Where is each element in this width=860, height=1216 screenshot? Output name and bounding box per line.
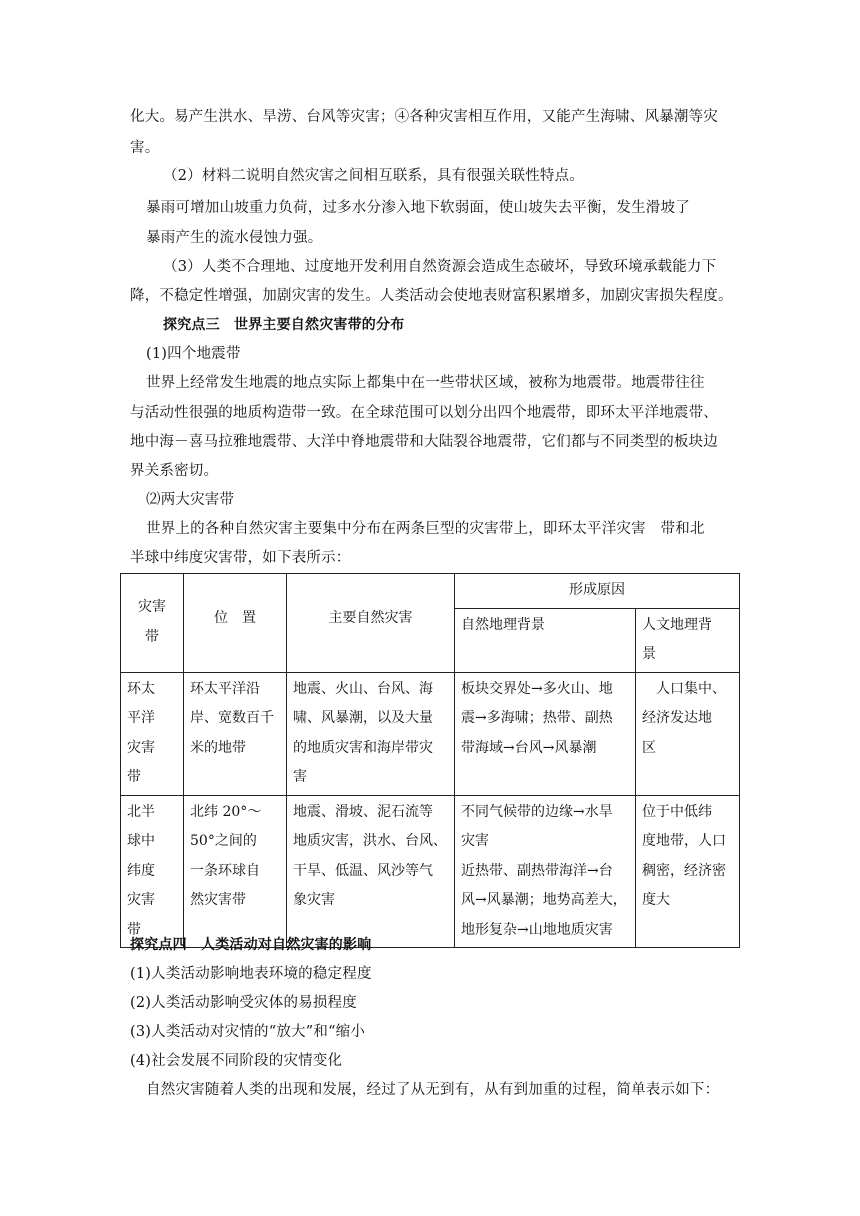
sub-heading: (1)四个地震带 [146, 346, 241, 362]
paragraph-line: （3）人类不合理地、过度地开发利用自然资源会造成生态破坏，导致环境承载能力下 [163, 259, 717, 275]
paragraph-line: 暴雨可增加山坡重力负荷，过多水分渗入地下软弱面，使山坡失去平衡，发生滑坡了 [146, 200, 690, 216]
cell-natural: 不同气候带的边缘→水旱 灾害 近热带、副热带海洋→台 风→风暴潮；地势高差大， 地形复杂→山地地质灾害 [455, 795, 636, 948]
paragraph-line: 自然灾害随着人类的出现和发展，经过了从无到有，从有到加重的过程，简单表示如下： [146, 1082, 720, 1098]
disaster-belt-table [120, 573, 740, 948]
section-heading: 探究点三 世界主要自然灾害带的分布 [163, 317, 405, 333]
cell-location: 北纬 20°～ 50°之间的 一条环球自 然灾害带 [184, 795, 287, 948]
cell-belt: 环太 平洋 灾害 带 [121, 672, 184, 795]
paragraph-line: 界关系密切。 [130, 463, 219, 479]
paragraph-line: 降，不稳定性增强，加剧灾害的发生。人类活动会使地表财富积累增多，加剧灾害损失程度。 [130, 288, 733, 304]
list-item: (2)人类活动影响受灾体的易损程度 [130, 995, 357, 1011]
header-location: 位 置 [184, 574, 287, 673]
list-item: (1)人类活动影响地表环境的稳定程度 [130, 966, 372, 982]
section-heading: 探究点四 人类活动对自然灾害的影响 [130, 937, 372, 953]
paragraph-line: （2）材料二说明自然灾害之间相互联系，具有很强关联性特点。 [163, 168, 585, 184]
cell-human: 位于中低纬 度地带，人口 稠密，经济密 度大 [636, 795, 740, 948]
table-row [121, 795, 740, 948]
list-item: (4)社会发展不同阶段的灾情变化 [130, 1053, 343, 1069]
header-belt: 灾害 带 [121, 574, 184, 673]
header-natural: 自然地理背景 [455, 608, 636, 672]
cell-human: 人口集中、 经济发达地 区 [636, 672, 740, 795]
cell-disasters: 地震、火山、台风、海 啸、风暴潮，以及大量 的地质灾害和海岸带灾 害 [287, 672, 455, 795]
table-row [121, 672, 740, 795]
cell-location: 环太平洋沿 岸、宽数百千 米的地带 [184, 672, 287, 795]
paragraph-line: 世界上经常发生地震的地点实际上都集中在一些带状区域，被称为地震带。地震带往往 [146, 375, 705, 391]
cell-disasters: 地震、滑坡、泥石流等 地质灾害，洪水、台风、 干旱、低温、风沙等气 象灾害 [287, 795, 455, 948]
paragraph-line: 化大。易产生洪水、旱涝、台风等灾害；④各种灾害相互作用，又能产生海啸、风暴潮等灾 [130, 109, 718, 125]
cell-natural: 板块交界处→多火山、地 震→多海啸；热带、副热 带海域→台风→风暴潮 [455, 672, 636, 795]
paragraph-line: 地中海－喜马拉雅地震带、大洋中脊地震带和大陆裂谷地震带，它们都与不同类型的板块边 [130, 434, 718, 450]
table-header-row [121, 574, 740, 609]
header-cause: 形成原因 [455, 574, 740, 609]
list-item: (3)人类活动对灾情的“放大”和“缩小 [130, 1024, 366, 1040]
sub-heading: ⑵两大灾害带 [146, 492, 235, 508]
paragraph-line: 害。 [130, 140, 160, 156]
paragraph-line: 与活动性很强的地质构造带一致。在全球范围可以划分出四个地震带，即环太平洋地震带、 [130, 405, 718, 421]
header-human: 人文地理背 景 [636, 608, 740, 672]
paragraph-line: 暴雨产生的流水侵蚀力强。 [146, 230, 323, 246]
cell-belt: 北半 球中 纬度 灾害 带 [121, 795, 184, 948]
paragraph-line: 半球中纬度灾害带，如下表所示： [130, 550, 351, 566]
header-disasters: 主要自然灾害 [287, 574, 455, 673]
paragraph-line: 世界上的各种自然灾害主要集中分布在两条巨型的灾害带上，即环太平洋灾害 带和北 [146, 521, 705, 537]
